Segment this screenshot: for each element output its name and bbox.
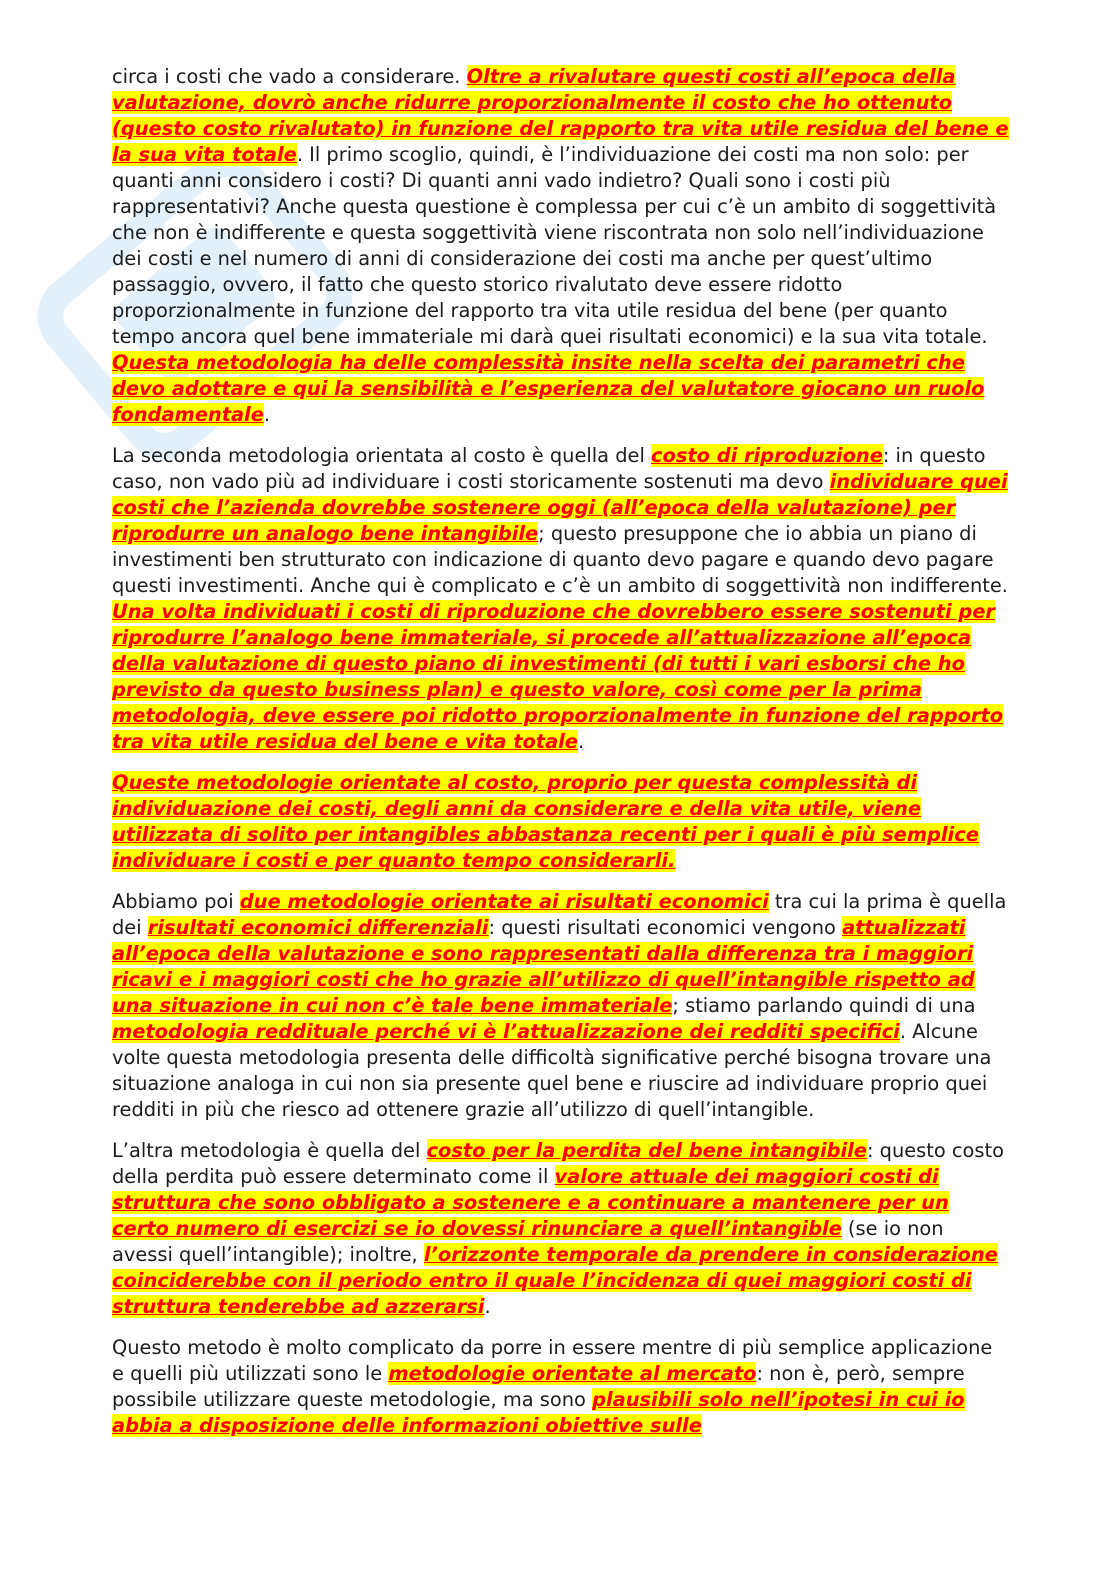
highlighted-text: plausibili solo nell’ipotesi in cui io abbia a disposizione delle informazioni obiettive sulle bbox=[112, 1388, 965, 1437]
text-run: L’altra metodologia è quella del bbox=[112, 1139, 427, 1162]
text-run: Questo metodo è molto complicato da porre in essere mentre di più semplice applicazione e quelli più utilizzati sono le bbox=[112, 1336, 993, 1385]
highlighted-text: Una volta individuati i costi di riproduzione che dovrebbero essere sostenuti per riprodurre l’analogo bene immateriale, si procede all’attualizzazione all’epoca della valutazione di questo piano di investimenti (di tutti i vari esborsi che ho previsto da questo business plan) e questo valore, così come per la prima metodologia, deve essere poi ridotto proporzionalmente in funzione del rapporto tra vita utile residua del bene e vita totale bbox=[112, 600, 1004, 753]
text-run: : questi risultati economici vengono bbox=[488, 916, 843, 939]
highlighted-text: individuare quei costi che l’azienda dovrebbe sostenere oggi (all’epoca della valutazione) per riprodurre un analogo bene intangibile bbox=[112, 470, 1008, 545]
paragraph bbox=[112, 1138, 1010, 1320]
text-run: ; questo presuppone che io abbia un piano di investimenti ben strutturato con indicazione di quanto devo pagare e quando devo pagare questi investimenti. Anche qui è complicato e c’è un ambito di soggettività non indifferente. bbox=[112, 522, 1008, 597]
text-run: ; stiamo parlando quindi di una bbox=[672, 994, 976, 1017]
text-run: . bbox=[484, 1295, 491, 1318]
text-run: La seconda metodologia orientata al costo è quella del bbox=[112, 444, 651, 467]
paragraph bbox=[112, 443, 1010, 755]
text-run: Abbiamo poi bbox=[112, 890, 240, 913]
text-run: (se io non avessi quell’intangible); inoltre, bbox=[112, 1217, 944, 1266]
highlighted-text: Oltre a rivalutare questi costi all’epoca della valutazione, dovrò anche ridurre proporzionalmente il costo che ho ottenuto (questo costo rivalutato) in funzione del rapporto tra vita utile residua del bene e la sua vita totale bbox=[112, 65, 1009, 166]
highlighted-text: metodologia reddituale perché vi è l’attualizzazione dei redditi specifici bbox=[112, 1020, 900, 1043]
document-body bbox=[112, 64, 1010, 1454]
highlighted-text: attualizzati all’epoca della valutazione e sono rappresentati dalla differenza tra i maggiori ricavi e i maggiori costi che ho grazie all’utilizzo di quell’intangible rispetto ad una situazione in cui non c’è tale bene immateriale bbox=[112, 916, 975, 1017]
text-run: . Il primo scoglio, quindi, è l’individuazione dei costi ma non solo: per quanti anni considero i costi? Di quanti anni vado indietro? Quali sono i costi più rappresentativi? Anche questa questione è complessa per cui c’è un ambito di soggettività che non è indifferente e questa soggettività viene riscontrata non solo nell’individuazione dei costi e nel numero di anni di considerazione dei costi ma anche per quest’ultimo passaggio, ovvero, il fatto che questo storico rivalutato deve essere ridotto proporzionalmente in funzione del rapporto tra vita utile residua del bene (per quanto tempo ancora quel bene immateriale mi darà quei risultati economici) e la sua vita totale. bbox=[112, 143, 997, 348]
highlighted-text: valore attuale dei maggiori costi di struttura che sono obbligato a sostenere e a continuare a mantenere per un certo numero di esercizi se io dovessi rinunciare a quell’intangible bbox=[112, 1165, 949, 1240]
highlighted-text: due metodologie orientate ai risultati economici bbox=[239, 890, 769, 913]
paragraph bbox=[112, 64, 1010, 428]
text-run: . Alcune volte questa metodologia presenta delle difficoltà significative perché bisogna trovare una situazione analoga in cui non sia presente quel bene e riuscire ad individuare proprio quei redditi in più che riesco ad ottenere grazie all’utilizzo di quell’intangible. bbox=[112, 1020, 992, 1121]
text-run: : questo costo della perdita può essere determinato come il bbox=[112, 1139, 1004, 1188]
text-run: . bbox=[263, 403, 271, 426]
paragraph bbox=[112, 770, 1010, 874]
text-run: circa i costi che vado a considerare. bbox=[112, 65, 467, 88]
highlighted-text: Queste metodologie orientate al costo, proprio per questa complessità di individuazione dei costi, degli anni da considerare e della vita utile, viene utilizzata di solito per intangibles abbastanza recenti per i quali è più semplice individuare i costi e per quanto tempo considerarli. bbox=[112, 771, 979, 872]
text-run: . bbox=[577, 730, 585, 753]
highlighted-text: costo per la perdita del bene intangibile bbox=[426, 1139, 867, 1162]
highlighted-text: metodologie orientate al mercato bbox=[388, 1362, 757, 1385]
text-run: : in questo caso, non vado più ad individuare i costi storicamente sostenuti ma devo bbox=[112, 444, 986, 493]
highlighted-text: Questa metodologia ha delle complessità insite nella scelta dei parametri che devo adottare e qui la sensibilità e l’esperienza del valutatore giocano un ruolo fondamentale bbox=[112, 351, 985, 426]
highlighted-text: risultati economici differenziali bbox=[147, 916, 489, 939]
highlighted-text: l’orizzonte temporale da prendere in considerazione coinciderebbe con il periodo entro il quale l’incidenza di quei maggiori costi di struttura tenderebbe ad azzerarsi bbox=[112, 1243, 998, 1318]
text-run: tra cui la prima è quella dei bbox=[112, 890, 1007, 939]
paragraph bbox=[112, 889, 1010, 1123]
highlighted-text: costo di riproduzione bbox=[651, 444, 883, 467]
paragraph bbox=[112, 1335, 1010, 1439]
text-run: : non è, però, sempre possibile utilizzare queste metodologie, ma sono bbox=[112, 1362, 965, 1411]
